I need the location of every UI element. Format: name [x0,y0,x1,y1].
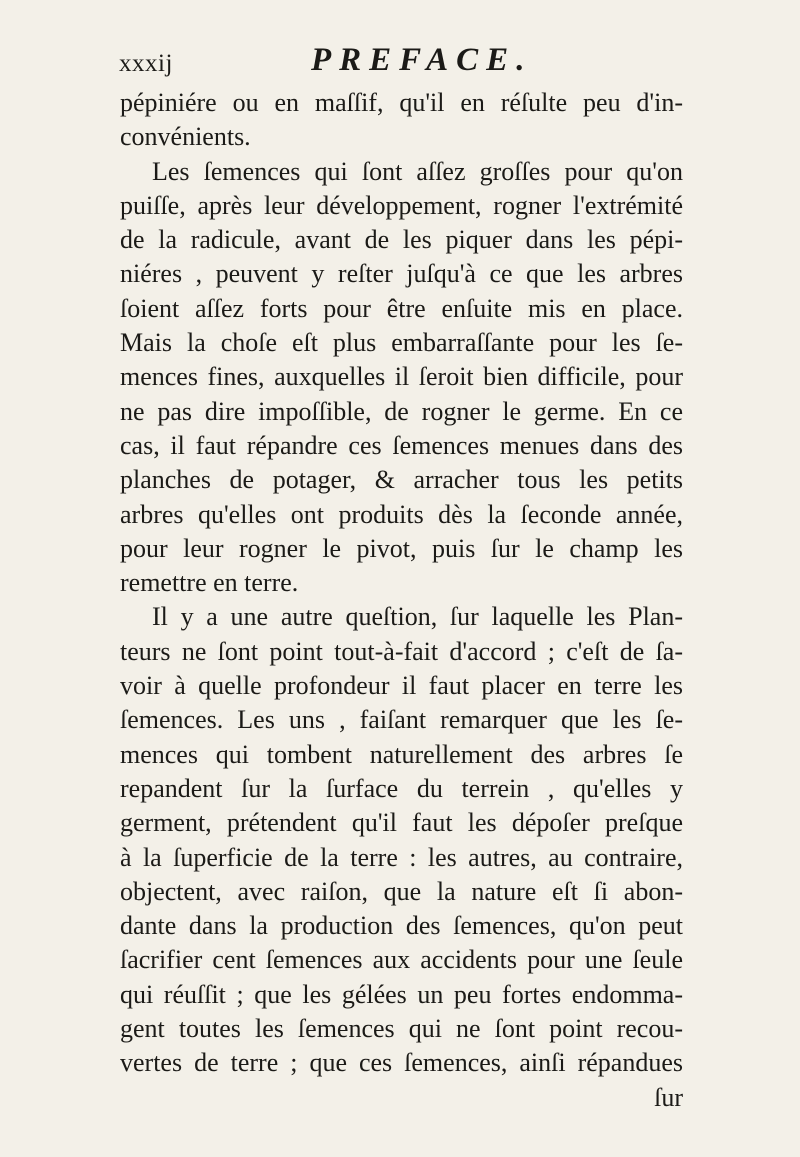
text-line: Les ſemences qui ſont aſſez groſſes pour qu'on [152,156,683,186]
text-line: ſacrifier cent ſemences aux accidents pour une ſeule [120,945,683,975]
text-line: mences fines, auxquelles il ſeroit bien difficile, pour [120,362,683,392]
running-title: PREFACE. [311,42,533,78]
page-header [119,42,719,86]
text-line: dante dans la production des ſemences, qu'on peut [120,911,683,941]
text-line: Mais la choſe eſt plus embarraſſante pour les ſe- [120,328,683,358]
catchword: ſur [654,1082,683,1112]
text-line: mences qui tombent naturellement des arbres ſe [120,739,683,769]
text-line: vertes de terre ; que ces ſemences, ainſi répandues [120,1048,683,1078]
text-line: remettre en terre. [120,568,299,598]
text-line: ſoient aſſez forts pour être enſuite mis en place. [120,293,683,323]
page-number: xxxij [119,50,173,77]
text-line: teurs ne ſont point tout-à-fait d'accord ; c'eſt de ſa- [120,636,683,666]
text-line: convénients. [120,122,251,152]
text-line: gent toutes les ſemences qui ne ſont point recou- [120,1014,683,1044]
text-line: repandent ſur la ſurface du terrein , qu'elles y [120,773,683,803]
text-line: arbres qu'elles ont produits dès la ſeconde année, [120,499,683,529]
text-line: objectent, avec raiſon, que la nature eſt ſi abon- [120,876,683,906]
text-line: puiſſe, après leur développement, rogner l'extrémité [120,190,683,220]
text-line: ſemences. Les uns , faiſant remarquer que les ſe- [120,705,683,735]
text-line: à la ſuperficie de la terre : les autres, au contraire, [120,842,683,872]
text-line: Il y a une autre queſtion, ſur laquelle les Plan- [152,602,683,632]
text-line: de la radicule, avant de les piquer dans les pépi- [120,225,683,255]
text-line: germent, prétendent qu'il faut les dépoſer preſque [120,808,683,838]
text-line: pépiniére ou en maſſif, qu'il en réſulte peu d'in- [120,88,683,117]
text-line: niéres , peuvent y reſter juſqu'à ce que les arbres [120,259,683,289]
text-line: voir à quelle profondeur il faut placer en terre les [120,671,683,701]
body-text [120,86,683,1115]
text-line: ne pas dire impoſſible, de rogner le germe. En ce [120,396,683,426]
text-line: qui réuſſit ; que les gélées un peu fortes endomma- [120,979,683,1009]
text-line: planches de potager, & arracher tous les petits [120,465,683,495]
text-line: pour leur rogner le pivot, puis ſur le champ les [120,533,683,563]
text-line: cas, il faut répandre ces ſemences menues dans des [120,430,683,460]
